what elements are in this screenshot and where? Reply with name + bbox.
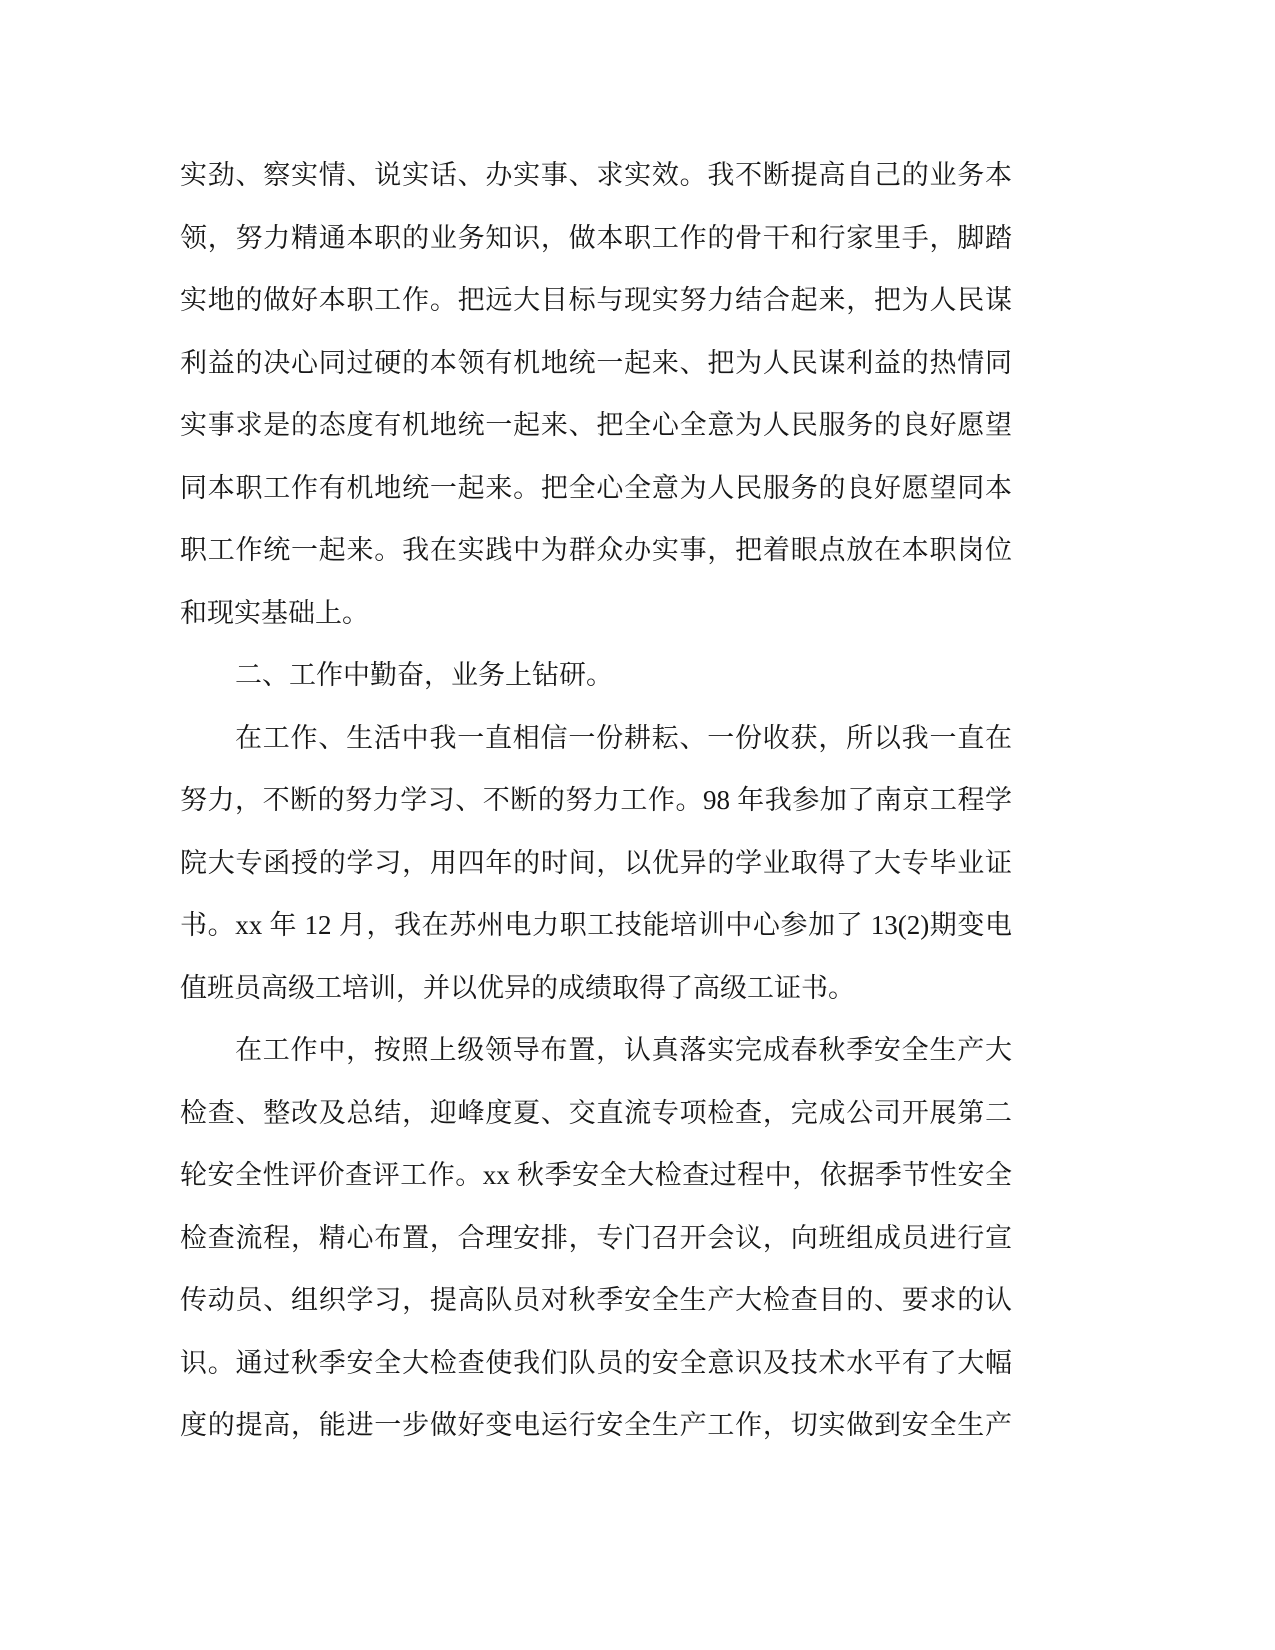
text-line: 度的提高，能进一步做好变电运行安全生产工作，切实做到安全生产 xyxy=(180,1410,1012,1440)
text-line: 值班员高级工培训，并以优异的成绩取得了高级工证书。 xyxy=(180,972,855,1003)
text-line: 识。通过秋季安全大检查使我们队员的安全意识及技术水平有了大幅 xyxy=(180,1347,1012,1378)
text-line: 和现实基础上。 xyxy=(180,597,369,628)
text-line: 领，努力精通本职的业务知识，做本职工作的骨干和行家里手，脚踏 xyxy=(180,222,1012,253)
text-line: 传动员、组织学习，提高队员对秋季安全生产大检查目的、要求的认 xyxy=(180,1285,1012,1315)
text-line: 在工作中，按照上级领导布置，认真落实完成春秋季安全生产大 xyxy=(235,1035,1012,1065)
text-line: 书。xx 年 12 月，我在苏州电力职工技能培训中心参加了 13(2)期变电 xyxy=(180,910,1012,940)
text-line: 实劲、察实情、说实话、办实事、求实效。我不断提高自己的业务本 xyxy=(180,160,1012,190)
text-line: 轮安全性评价查评工作。xx 秋季安全大检查过程中，依据季节性安全 xyxy=(180,1160,1012,1190)
document-body xyxy=(180,144,1012,1457)
text-line: 检查、整改及总结，迎峰度夏、交直流专项检查，完成公司开展第二 xyxy=(180,1097,1012,1128)
text-line: 在工作、生活中我一直相信一份耕耘、一份收获，所以我一直在 xyxy=(235,722,1012,753)
text-line: 实事求是的态度有机地统一起来、把全心全意为人民服务的良好愿望 xyxy=(180,410,1012,440)
text-line: 院大专函授的学习，用四年的时间，以优异的学业取得了大专毕业证 xyxy=(180,847,1012,878)
text-line: 同本职工作有机地统一起来。把全心全意为人民服务的良好愿望同本 xyxy=(180,472,1012,503)
text-line: 利益的决心同过硬的本领有机地统一起来、把为人民谋利益的热情同 xyxy=(180,347,1012,378)
text-line: 实地的做好本职工作。把远大目标与现实努力结合起来，把为人民谋 xyxy=(180,285,1012,315)
text-line: 二、工作中勤奋，业务上钻研。 xyxy=(235,660,613,690)
text-line: 职工作统一起来。我在实践中为群众办实事，把着眼点放在本职岗位 xyxy=(180,535,1012,565)
text-line: 努力，不断的努力学习、不断的努力工作。98 年我参加了南京工程学 xyxy=(180,785,1012,815)
text-line: 检查流程，精心布置，合理安排，专门召开会议，向班组成员进行宣 xyxy=(180,1222,1012,1253)
